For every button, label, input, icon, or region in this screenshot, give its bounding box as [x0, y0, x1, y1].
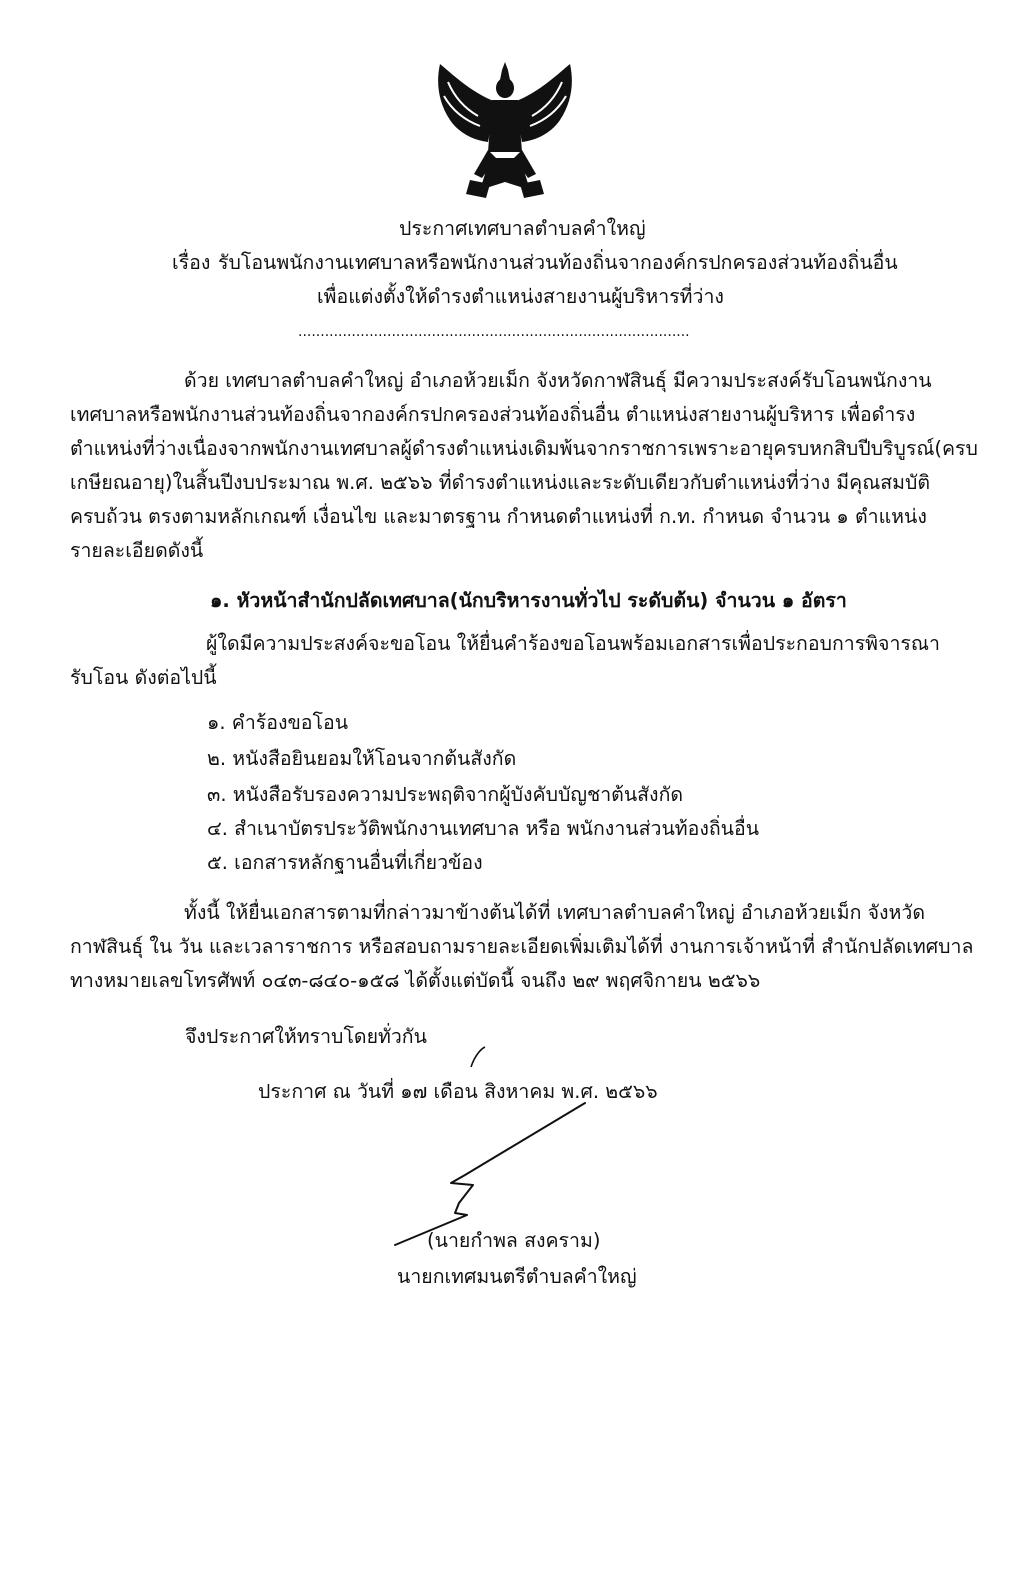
signer-title: นายกเทศมนตรีตำบลคำใหญ่: [397, 1265, 637, 1288]
submit-line-2: กาฬสินธุ์ ใน วัน และเวลาราชการ หรือสอบถามรายละเอียดเพิ่มเติมได้ที่ งานการเจ้าหน้าที่ สำนักปลัดเทศบาล: [70, 935, 974, 958]
document-item: ๕. เอกสารหลักฐานอื่นที่เกี่ยวข้อง: [207, 851, 483, 874]
intro-line-1: ด้วย เทศบาลตำบลคำใหญ่ อำเภอห้วยเม็ก จังหวัดกาฬสินธุ์ มีความประสงค์รับโอนพนักงาน: [184, 369, 932, 392]
intro-line-4: เกษียณอายุ)ในสิ้นปีงบประมาณ พ.ศ. ๒๕๖๖ ที่ดำรงตำแหน่งและระดับเดียวกับตำแหน่งที่ว่าง มีคุณสมบัติ: [70, 471, 931, 494]
intro-line-3: ตำแหน่งที่ว่างเนื่องจากพนักงานเทศบาลผู้ดำรงตำแหน่งเดิมพ้นจากราชการเพราะอายุครบหกสิบปีบริบูรณ์(ครบ: [70, 437, 978, 460]
submit-line-3: ทางหมายเลขโทรศัพท์ ๐๔๓-๘๔๐-๑๕๘ ได้ตั้งแต่บัดนี้ จนถึง ๒๙ พฤศจิกายน ๒๕๖๖: [70, 969, 761, 992]
apply-line-2: รับโอน ดังต่อไปนี้: [70, 666, 217, 689]
submit-line-1: ทั้งนี้ ให้ยื่นเอกสารตามที่กล่าวมาข้างต้นได้ที่ เทศบาลตำบลคำใหญ่ อำเภอห้วยเม็ก จังหวัด: [184, 901, 925, 924]
document-item: ๑. คำร้องขอโอน: [207, 711, 349, 734]
subject-label: เรื่อง: [172, 251, 211, 274]
signer-name: (นายกำพล สงคราม): [427, 1229, 601, 1252]
apply-line-1: ผู้ใดมีความประสงค์จะขอโอน ให้ยื่นคำร้องขอโอนพร้อมเอกสารเพื่อประกอบการพิจารณา: [206, 632, 940, 655]
document-item: ๒. หนังสือยินยอมให้โอนจากต้นสังกัด: [207, 747, 517, 770]
announcement-title: ประกาศเทศบาลตำบลคำใหญ่: [399, 217, 646, 240]
closing-line: จึงประกาศให้ทราบโดยทั่วกัน: [185, 1025, 427, 1048]
header-divider: ........................................................................................: [298, 324, 690, 340]
document-item: ๔. สำเนาบัตรประวัติพนักงานเทศบาล หรือ พนักงานส่วนท้องถิ่นอื่น: [207, 817, 760, 840]
document-item: ๓. หนังสือรับรองความประพฤติจากผู้บังคับบัญชาต้นสังกัด: [207, 783, 684, 806]
garuda-emblem-icon: [430, 62, 580, 202]
intro-line-2: เทศบาลหรือพนักงานส่วนท้องถิ่นจากองค์กรปกครองส่วนท้องถิ่นอื่น ตำแหน่งสายงานผู้บริหาร เพื่อดำรง: [70, 403, 916, 426]
intro-line-5: ครบถ้วน ตรงตามหลักเกณฑ์ เงื่อนไข และมาตรฐาน กำหนดตำแหน่งที่ ก.ท. กำหนด จำนวน ๑ ตำแหน่ง: [70, 505, 927, 528]
intro-line-6: รายละเอียดดังนี้: [70, 539, 204, 562]
position-item: ๑. หัวหน้าสำนักปลัดเทศบาล(นักบริหารงานทั่วไป ระดับต้น) จำนวน ๑ อัตรา: [210, 589, 847, 612]
date-line: ประกาศ ณ วันที่ ๑๗ เดือน สิงหาคม พ.ศ. ๒๕๖๖: [258, 1080, 658, 1103]
signature-mark-icon: [385, 1045, 625, 1255]
subject-line-2: เพื่อแต่งตั้งให้ดำรงตำแหน่งสายงานผู้บริหารที่ว่าง: [317, 285, 724, 308]
subject-line-1: รับโอนพนักงานเทศบาลหรือพนักงานส่วนท้องถิ่นจากองค์กรปกครองส่วนท้องถิ่นอื่น: [218, 251, 898, 274]
